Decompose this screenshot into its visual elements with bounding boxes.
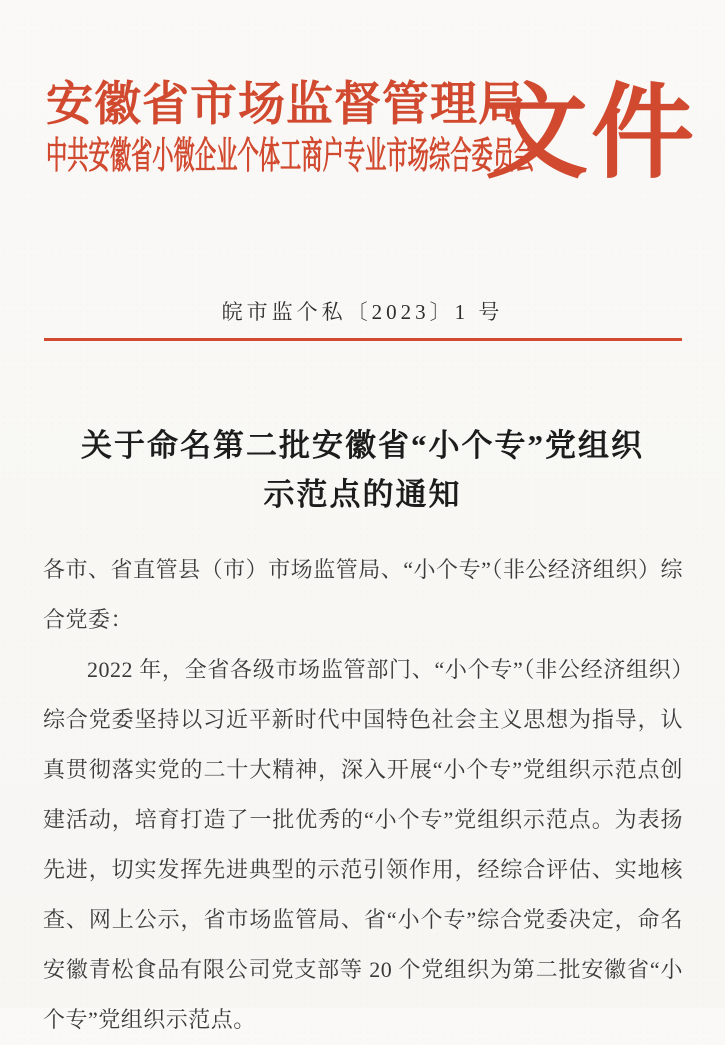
- document-title: [0, 421, 725, 519]
- salutation: 各市、省直管县（市）市场监管局、“小个专”（非公经济组织）综合党委：: [43, 556, 683, 632]
- body-paragraph: 2022 年，全省各级市场监管部门、“小个专”（非公经济组织）综合党委坚持以习近平新时代中国特色社会主义思想为指导，认真贯彻落实党的二十大精神，深入开展“小个专”党组织示范点创建活动，培育打造了一批优秀的“小个专”党组织示范点。为表扬先进，切实发挥先进典型的示范引领作用，经综合评估、实地核查、网上公示，省市场监管局、省“小个专”综合党委决定，命名安徽青松食品有限公司党支部等 20 个党组织为第二批安徽省“小个专”党组织示范点。: [43, 656, 683, 1032]
- org-name-main: 安徽省市场监督管理局: [46, 78, 526, 131]
- org-names: [46, 75, 536, 181]
- document-body: [43, 545, 683, 1045]
- letterhead: [0, 0, 725, 191]
- doc-type-label: 文件: [485, 77, 697, 191]
- title-line-2: 示范点的通知: [263, 476, 462, 512]
- title-line-1: 关于命名第二批安徽省“小个专”党组织: [81, 427, 644, 463]
- reference-number: 皖市监个私〔2023〕1 号: [221, 299, 504, 324]
- org-name-sub: 中共安徽省小微企业个体工商户专业市场综合委员会: [46, 136, 536, 177]
- red-divider-line: [44, 338, 682, 341]
- org-name-sub-row: [46, 136, 536, 181]
